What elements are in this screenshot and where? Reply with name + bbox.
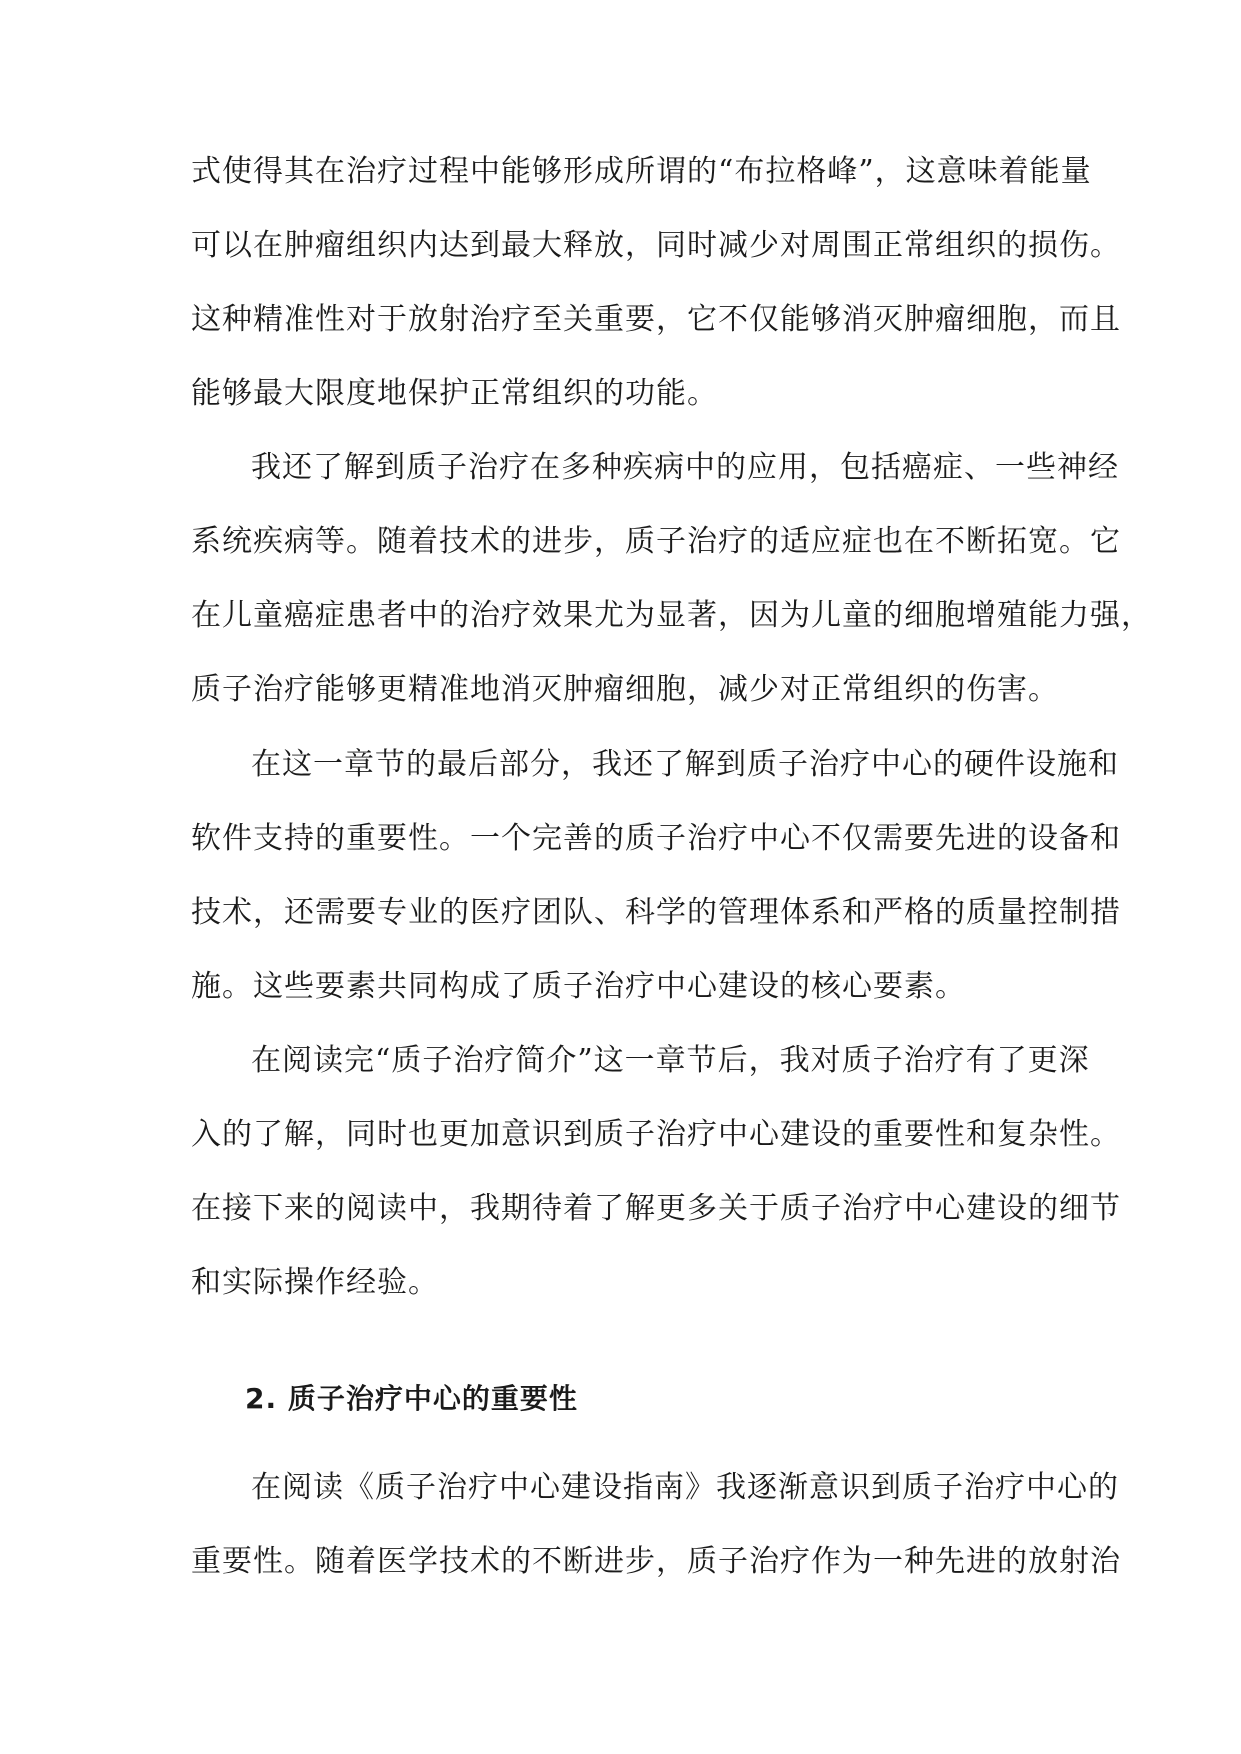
section-heading: 2. 质子治疗中心的重要性 xyxy=(245,1382,578,1415)
paragraph-line: 质子治疗能够更精准地消灭肿瘤细胞，减少对正常组织的伤害。 xyxy=(191,672,1059,707)
paragraph-line: 入的了解，同时也更加意识到质子治疗中心建设的重要性和复杂性。 xyxy=(191,1117,1121,1152)
paragraph-line: 施。这些要素共同构成了质子治疗中心建设的核心要素。 xyxy=(191,969,966,1004)
paragraph-line: 式使得其在治疗过程中能够形成所谓的“布拉格峰”，这意味着能量 xyxy=(191,154,1092,189)
paragraph-line: 在阅读《质子治疗中心建设指南》我逐渐意识到质子治疗中心的 xyxy=(251,1470,1119,1505)
paragraph-line: 和实际操作经验。 xyxy=(191,1265,439,1300)
paragraph-line: 重要性。随着医学技术的不断进步，质子治疗作为一种先进的放射治 xyxy=(191,1544,1121,1579)
paragraph-line: 系统疾病等。随着技术的进步，质子治疗的适应症也在不断拓宽。它 xyxy=(191,524,1121,559)
paragraph-line: 我还了解到质子治疗在多种疾病中的应用，包括癌症、一些神经 xyxy=(251,450,1119,485)
paragraph-line: 在阅读完“质子治疗简介”这一章节后，我对质子治疗有了更深 xyxy=(251,1043,1090,1078)
paragraph-line: 在儿童癌症患者中的治疗效果尤为显著，因为儿童的细胞增殖能力强， xyxy=(191,598,1152,633)
paragraph-line: 技术，还需要专业的医疗团队、科学的管理体系和严格的质量控制措 xyxy=(191,895,1121,930)
paragraph-line: 在这一章节的最后部分，我还了解到质子治疗中心的硬件设施和 xyxy=(251,747,1119,782)
paragraph-line: 这种精准性对于放射治疗至关重要，它不仅能够消灭肿瘤细胞，而且 xyxy=(191,302,1121,337)
paragraph-line: 能够最大限度地保护正常组织的功能。 xyxy=(191,376,718,411)
paragraph-line: 在接下来的阅读中，我期待着了解更多关于质子治疗中心建设的细节 xyxy=(191,1191,1121,1226)
paragraph-line: 软件支持的重要性。一个完善的质子治疗中心不仅需要先进的设备和 xyxy=(191,821,1121,856)
paragraph-line: 可以在肿瘤组织内达到最大释放，同时减少对周围正常组织的损伤。 xyxy=(191,228,1121,263)
